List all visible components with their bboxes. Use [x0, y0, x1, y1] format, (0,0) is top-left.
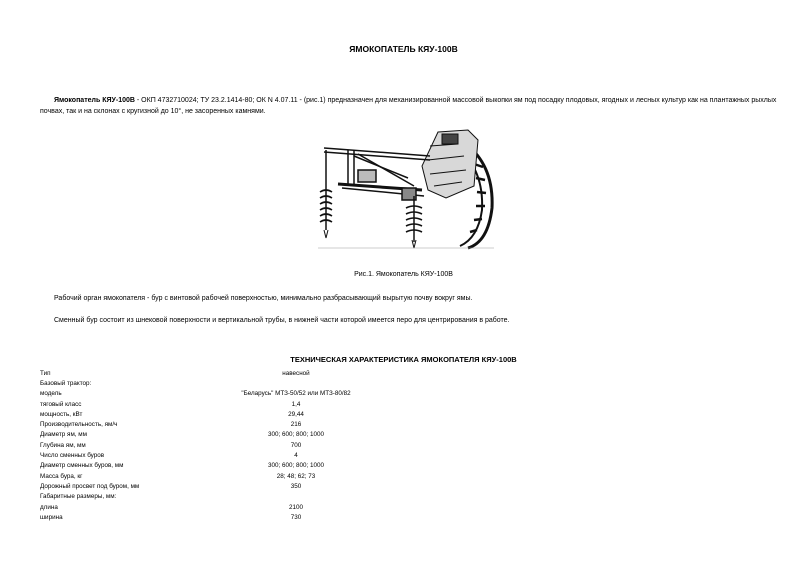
spec-label: мощность, кВт — [40, 410, 83, 418]
spec-value: 1,4 — [291, 400, 301, 408]
hitch-frame — [324, 148, 430, 200]
spec-label: Глубина ям, мм — [40, 441, 86, 449]
paragraph-replaceable-auger: Сменный бур состоит из шнековой поверхности и вертикальной трубы, в нижней части которой имеется перо для центрирования в работе. — [54, 317, 510, 324]
spec-label: модель — [40, 390, 62, 398]
spec-value: навесной — [282, 369, 310, 377]
spec-row — [40, 461, 560, 471]
auger-left — [320, 150, 332, 238]
product-name: Ямокопатель КЯУ-100В — [54, 97, 135, 104]
spec-row — [40, 471, 560, 481]
spec-label: Базовый трактор: — [40, 379, 92, 387]
spec-row — [40, 512, 560, 522]
spec-row — [40, 502, 560, 512]
spec-value — [240, 378, 352, 388]
intro-text: - ОКП 4732710024; ТУ 23.2.1414-80; ОК N 4.07.11 - (рис.1) предназначен для механизированной массовой выкопки ям под посадку плодовых, ягодных и лесных культур как на плантажных рыхлых почвах, так и на склонах с кругизной до 10°, не засоренных камнями. — [40, 97, 777, 115]
spec-row — [40, 409, 560, 419]
auger-right — [406, 196, 422, 248]
spec-label: Габаритные размеры, мм: — [40, 493, 117, 501]
paragraph-working-organ: Рабочий орган ямокопателя - бур с винтовой рабочей поверхностью, минимально разбрасывающий вырытую почву вокруг ямы. — [54, 295, 473, 302]
spec-label: Дорожный просвет под буром, мм — [40, 482, 140, 490]
spec-row — [40, 378, 560, 388]
spec-label: ширина — [40, 513, 63, 521]
tractor-body — [422, 130, 478, 198]
specs-title: ТЕХНИЧЕСКАЯ ХАРАКТЕРИСТИКА ЯМОКОПАТЕЛЯ КЯУ-100В — [290, 355, 517, 364]
spec-row — [40, 492, 560, 502]
spec-label: Число сменных буров — [40, 452, 105, 460]
spec-value: 2100 — [288, 503, 303, 511]
spec-row — [40, 389, 560, 399]
spec-label: Производительность, ям/ч — [40, 421, 118, 429]
spec-value: 300; 600; 800; 1000 — [267, 431, 325, 439]
spec-value: 216 — [290, 421, 302, 429]
spec-value: 700 — [290, 441, 302, 449]
spec-row — [40, 481, 560, 491]
spec-row — [40, 419, 560, 429]
figure-caption: Рис.1. Ямокопатель КЯУ-100В — [354, 271, 453, 278]
spec-label: длина — [40, 503, 58, 511]
spec-label: Диаметр сменных буров, мм — [40, 462, 124, 470]
spec-row — [40, 368, 560, 378]
page-title: ЯМОКОПАТЕЛЬ КЯУ-100В — [349, 44, 458, 54]
spec-value: "Беларусь" МТЗ-50/52 или МТЗ-80/82 — [241, 390, 351, 398]
spec-label: Масса бура, кг — [40, 472, 83, 480]
spec-value: 730 — [290, 513, 302, 521]
spec-label: Тип — [40, 369, 51, 377]
spec-row — [40, 430, 560, 440]
spec-row — [40, 450, 560, 460]
spec-label: Диаметр ям, мм — [40, 431, 87, 439]
spec-value: 300; 600; 800; 1000 — [267, 462, 325, 470]
spec-row — [40, 440, 560, 450]
spec-value: 4 — [294, 452, 298, 460]
specs-table — [40, 368, 560, 522]
spec-value — [240, 492, 352, 502]
spec-value: 29,44 — [288, 410, 304, 418]
spec-value: 350 — [290, 482, 302, 490]
auger-figure — [318, 126, 494, 250]
intro-paragraph — [40, 95, 780, 117]
spec-row — [40, 399, 560, 409]
spec-label: тяговый класс — [40, 400, 82, 408]
spec-value: 28; 48; 62; 73 — [276, 472, 316, 480]
